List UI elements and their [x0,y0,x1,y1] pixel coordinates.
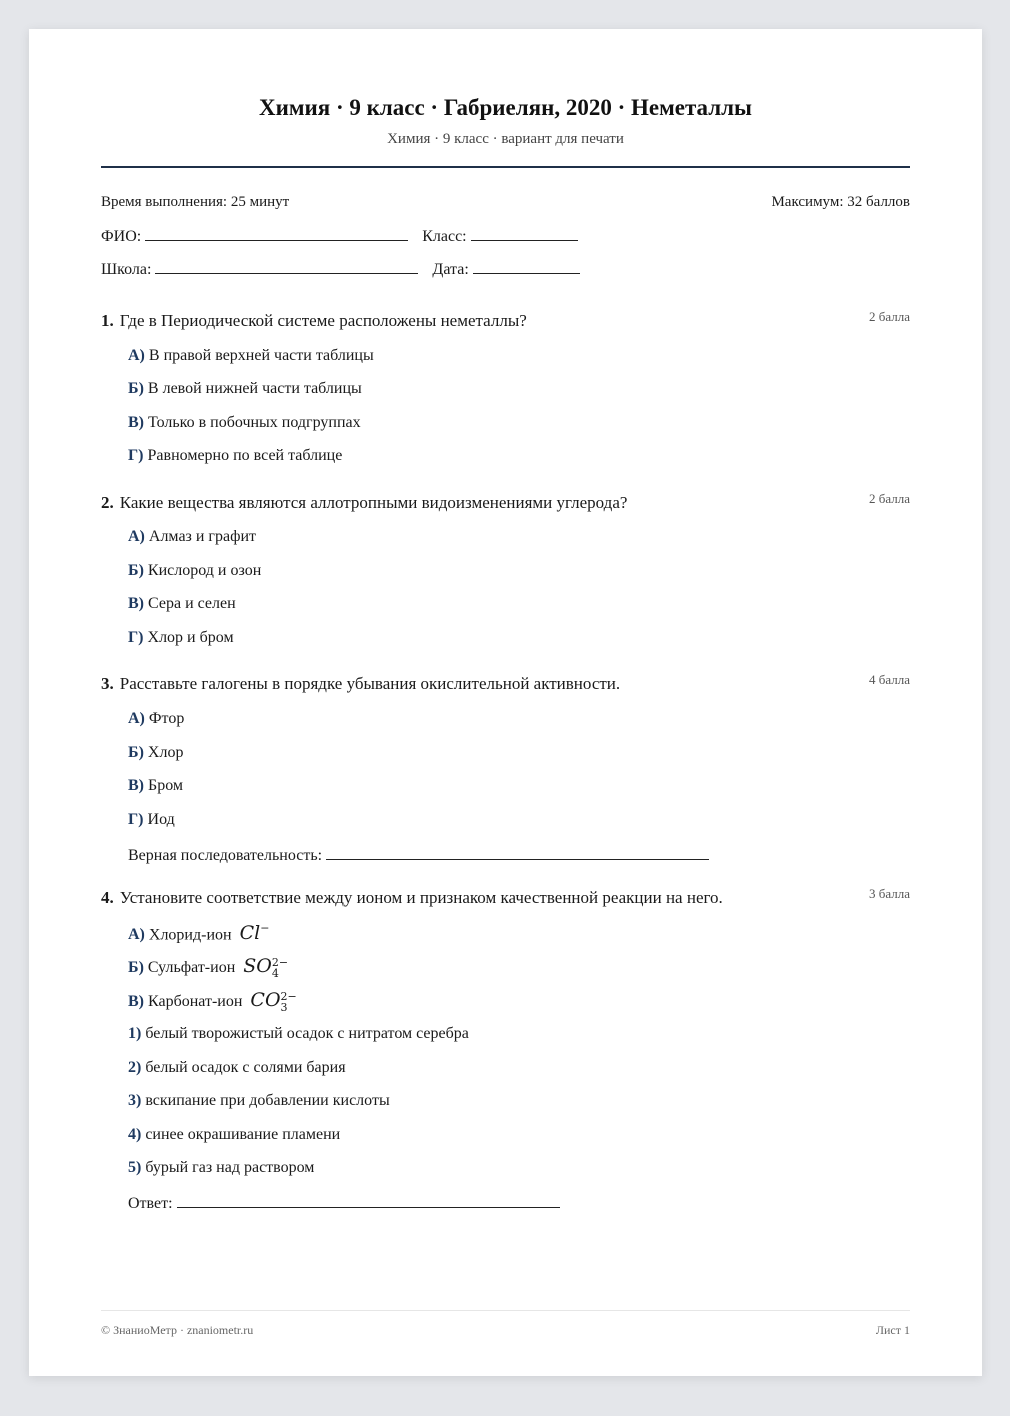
option-a[interactable] [128,710,184,728]
question-text: Где в Периодической системе расположены неметаллы? [119,311,527,330]
option-label: 1) [128,1025,142,1042]
question-text: Какие вещества являются аллотропными видоизменениями углерода? [119,493,628,512]
question-number: 1. [101,311,114,330]
option-label: В) [128,595,144,612]
ion-text: Хлорид-ион [148,926,232,944]
option-text: Только в побочных подгруппах [148,414,361,431]
match-answer [128,1193,560,1213]
date-label: Дата: [432,261,469,278]
question-1 [101,311,910,331]
question-2 [101,493,910,513]
option-v[interactable] [128,414,361,432]
option-text: Иод [147,811,175,828]
question-text: Расставьте галогены в порядке убывания окислительной активности. [119,674,621,693]
option-text: Равномерно по всей таблице [147,447,343,464]
reaction-option-1[interactable] [128,1025,469,1043]
reaction-option-2[interactable] [128,1059,346,1077]
option-label: Б) [128,562,144,579]
class-blank[interactable] [471,226,578,241]
ion-text: Сульфат-ион [147,959,236,976]
question-points: 2 балла [869,491,910,506]
ion-a[interactable] [128,922,269,944]
reaction-option-4[interactable] [128,1126,340,1144]
option-label: 3) [128,1092,142,1109]
page-subtitle: Химия · 9 класс · вариант для печати [387,131,624,147]
ion-text: Карбонат-ион [148,993,243,1010]
option-label: 4) [128,1126,142,1143]
ion-label: Б) [128,959,144,976]
ion-formula [243,955,289,980]
fio-row [101,226,578,246]
ion-b[interactable] [128,955,288,979]
fio-blank[interactable] [145,226,408,241]
option-text: белый осадок с солями бария [145,1059,346,1076]
ion-label: А) [128,926,145,944]
option-g[interactable] [128,447,342,465]
page-footer [101,1323,910,1338]
option-text: синее окрашивание пламени [145,1126,341,1143]
option-label: А) [128,710,145,727]
formula-scripts [272,957,288,979]
question-4 [101,888,910,908]
time-limit: Время выполнения: 25 минут [101,194,290,210]
ion-formula [240,922,270,944]
option-text: Фтор [148,710,185,727]
option-text: Кислород и озон [147,562,262,579]
formula-base: CO [250,989,281,1011]
option-text: Хлор и бром [147,629,234,646]
school-row [101,259,580,279]
option-text: вскипание при добавлении кислоты [145,1092,390,1109]
option-b[interactable] [128,562,261,580]
option-text: бурый газ над раствором [145,1159,315,1176]
formula-base: Cl [239,922,261,945]
option-label: В) [128,777,144,794]
footer-copyright: © ЗнаниоМетр · znaniometr.ru [101,1323,254,1337]
option-a[interactable] [128,347,374,365]
option-v[interactable] [128,595,236,613]
option-label: Б) [128,744,144,761]
option-label: 2) [128,1059,142,1076]
question-3 [101,674,910,694]
question-number: 2. [101,493,114,512]
sequence-answer-label: Верная последовательность: [128,847,323,864]
reaction-option-3[interactable] [128,1092,390,1110]
option-label: 5) [128,1159,142,1176]
school-label: Школа: [101,261,152,278]
formula-charge: − [260,922,270,935]
match-answer-label: Ответ: [128,1195,173,1212]
question-number: 3. [101,674,114,693]
sequence-answer [128,845,709,865]
question-text: Установите соответствие между ионом и признаком качественной реакции на него. [119,888,723,907]
option-text: В левой нижней части таблицы [147,380,362,397]
option-label: Б) [128,380,144,397]
ion-v[interactable] [128,989,297,1013]
page-number: Лист 1 [875,1323,910,1337]
ion-formula [250,989,297,1014]
formula-scripts [281,991,297,1013]
formula-index: 3 [280,1001,288,1014]
fio-label: ФИО: [101,228,142,245]
meta-row [101,194,910,211]
question-points: 4 балла [869,672,910,687]
option-text: Сера и селен [148,595,236,612]
option-label: А) [128,347,145,364]
option-text: Хлор [147,744,184,761]
worksheet-page [29,29,982,1376]
option-g[interactable] [128,629,234,647]
header-divider [101,166,910,168]
option-label: Г) [128,811,144,828]
footer-divider [101,1310,910,1311]
question-points: 2 балла [869,309,910,324]
formula-charge: 2− [280,990,297,1003]
option-a[interactable] [128,528,256,546]
option-b[interactable] [128,744,183,762]
option-label: А) [128,528,145,545]
reaction-option-5[interactable] [128,1159,314,1177]
question-number: 4. [101,888,114,907]
option-text: В правой верхней части таблицы [148,347,374,364]
option-text: Алмаз и графит [148,528,257,545]
formula-charge: 2− [271,956,289,969]
date-blank[interactable] [473,259,580,274]
question-points: 3 балла [869,886,910,901]
option-g[interactable] [128,811,175,829]
option-label: Г) [128,447,144,464]
option-text: белый творожистый осадок с нитратом серебра [145,1025,469,1042]
match-answer-blank[interactable] [177,1193,560,1208]
option-b[interactable] [128,380,362,398]
max-score: Максимум: 32 баллов [771,194,910,210]
option-label: В) [128,414,144,431]
school-blank[interactable] [155,259,418,274]
option-v[interactable] [128,777,183,795]
formula-base: SO [243,955,272,977]
page-title: Химия · 9 класс · Габриелян, 2020 · Неметаллы [258,95,753,120]
class-label: Класс: [422,228,467,245]
ion-label: В) [128,993,144,1010]
sequence-answer-blank[interactable] [326,845,709,860]
option-label: Г) [128,629,144,646]
formula-index: 4 [271,967,279,980]
option-text: Бром [148,777,184,794]
